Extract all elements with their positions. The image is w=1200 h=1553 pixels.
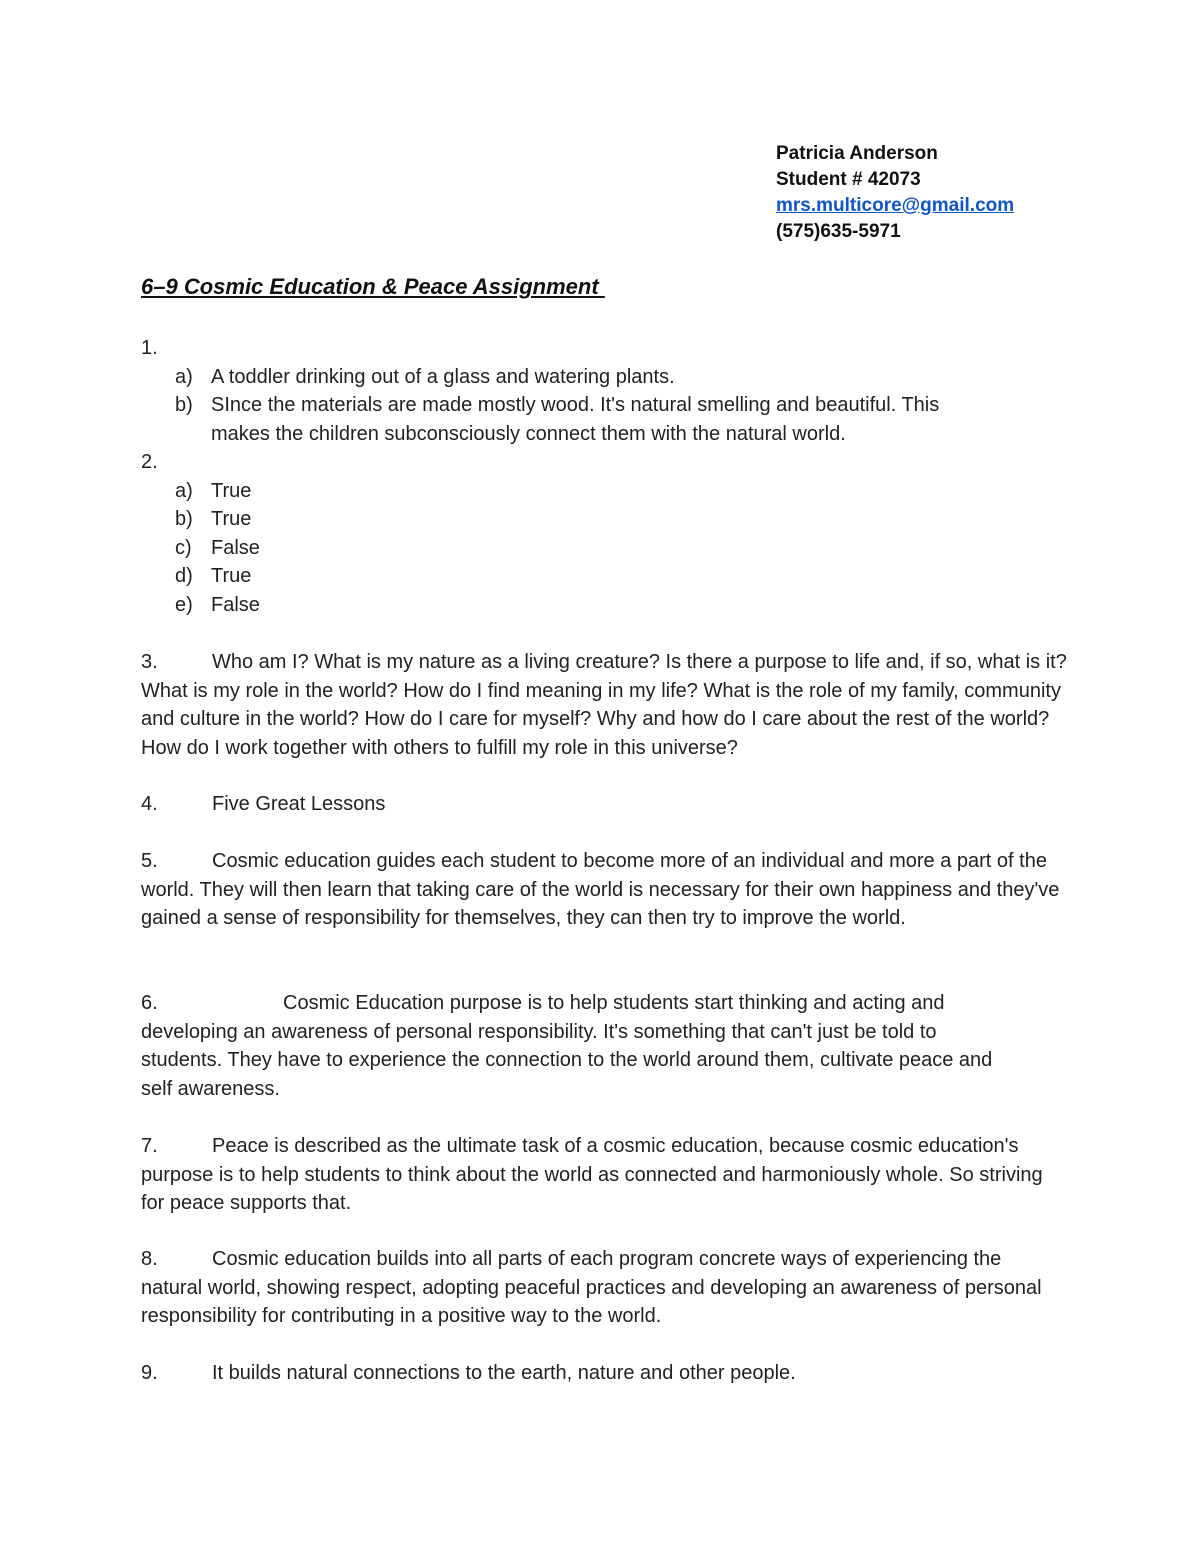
answer-label: b) bbox=[175, 508, 193, 530]
question-8 bbox=[141, 1245, 1046, 1331]
question-number: 6. bbox=[141, 992, 158, 1014]
answer-label: a) bbox=[175, 365, 193, 388]
question-number: 5. bbox=[141, 850, 158, 872]
question-9 bbox=[141, 1359, 1071, 1388]
question-number: 4. bbox=[141, 793, 158, 815]
answer-label: b) bbox=[175, 394, 193, 416]
answer-label: e) bbox=[175, 593, 193, 616]
answer-text: Cosmic education builds into all parts of each program concrete ways of experiencing the natural world, showing respect, adopting peaceful practices and developing an awareness of personal responsibility for contributing in a positive way to the world. bbox=[141, 1248, 1042, 1327]
student-info-block bbox=[776, 141, 1014, 245]
answer-label: c) bbox=[175, 536, 192, 559]
answer-text: SInce the materials are made mostly wood. It's natural smelling and beautiful. This bbox=[211, 394, 940, 416]
question-4 bbox=[141, 790, 1071, 819]
question-5 bbox=[141, 847, 1071, 933]
answer-text: It builds natural connections to the earth, nature and other people. bbox=[212, 1362, 796, 1384]
question-3 bbox=[141, 648, 1071, 762]
answer-text: Cosmic education guides each student to become more of an individual and more a part of the world. They will then learn that taking care of the world is necessary for their own happiness and they've gained a sense of responsibility for themselves, they can then try to improve the world. bbox=[141, 850, 1060, 929]
question-number: 3. bbox=[141, 651, 158, 673]
question-6 bbox=[141, 989, 1021, 1103]
answer-label: d) bbox=[175, 565, 193, 587]
student-id: Student # 42073 bbox=[776, 169, 921, 190]
answer-text: True bbox=[211, 565, 252, 587]
question-7 bbox=[141, 1132, 1071, 1218]
page-title: 6–9 Cosmic Education & Peace Assignment bbox=[141, 274, 605, 299]
answer-text: True bbox=[211, 508, 252, 530]
email-link[interactable]: mrs.multicore@gmail.com bbox=[776, 195, 1015, 216]
question-number: 2. bbox=[141, 451, 158, 473]
answer-text: Cosmic Education purpose is to help students start thinking and acting and developing an awareness of personal responsibility. It's something that can't just be told to students. They have to experience the connection to the world around them, cultivate peace and self awareness. bbox=[141, 992, 993, 1100]
answer-text: False bbox=[211, 536, 260, 559]
answer-label: a) bbox=[175, 479, 193, 502]
answer-text: True bbox=[211, 479, 252, 502]
question-number: 9. bbox=[141, 1362, 158, 1384]
answer-text: A toddler drinking out of a glass and watering plants. bbox=[211, 365, 675, 388]
question-number: 7. bbox=[141, 1135, 158, 1157]
answer-text: Who am I? What is my nature as a living creature? Is there a purpose to life and, if so, what is it? What is my role in the world? How do I find meaning in my life? What is the role of my family, community and culture in the world? How do I care for myself? Why and how do I care about the rest of the world? How do I work together with others to fulfill my role in this universe? bbox=[141, 651, 1067, 759]
student-name: Patricia Anderson bbox=[776, 143, 938, 164]
answer-text: Five Great Lessons bbox=[212, 793, 386, 815]
answer-text: Peace is described as the ultimate task of a cosmic education, because cosmic education's purpose is to help students to think about the world as connected and harmoniously whole. So striving for peace supports that. bbox=[141, 1135, 1043, 1214]
phone-number: (575)635-5971 bbox=[776, 221, 901, 242]
question-number: 8. bbox=[141, 1248, 158, 1270]
question-number: 1. bbox=[141, 337, 158, 359]
answer-text: False bbox=[211, 593, 260, 616]
answer-text: makes the children subconsciously connect them with the natural world. bbox=[211, 422, 846, 445]
